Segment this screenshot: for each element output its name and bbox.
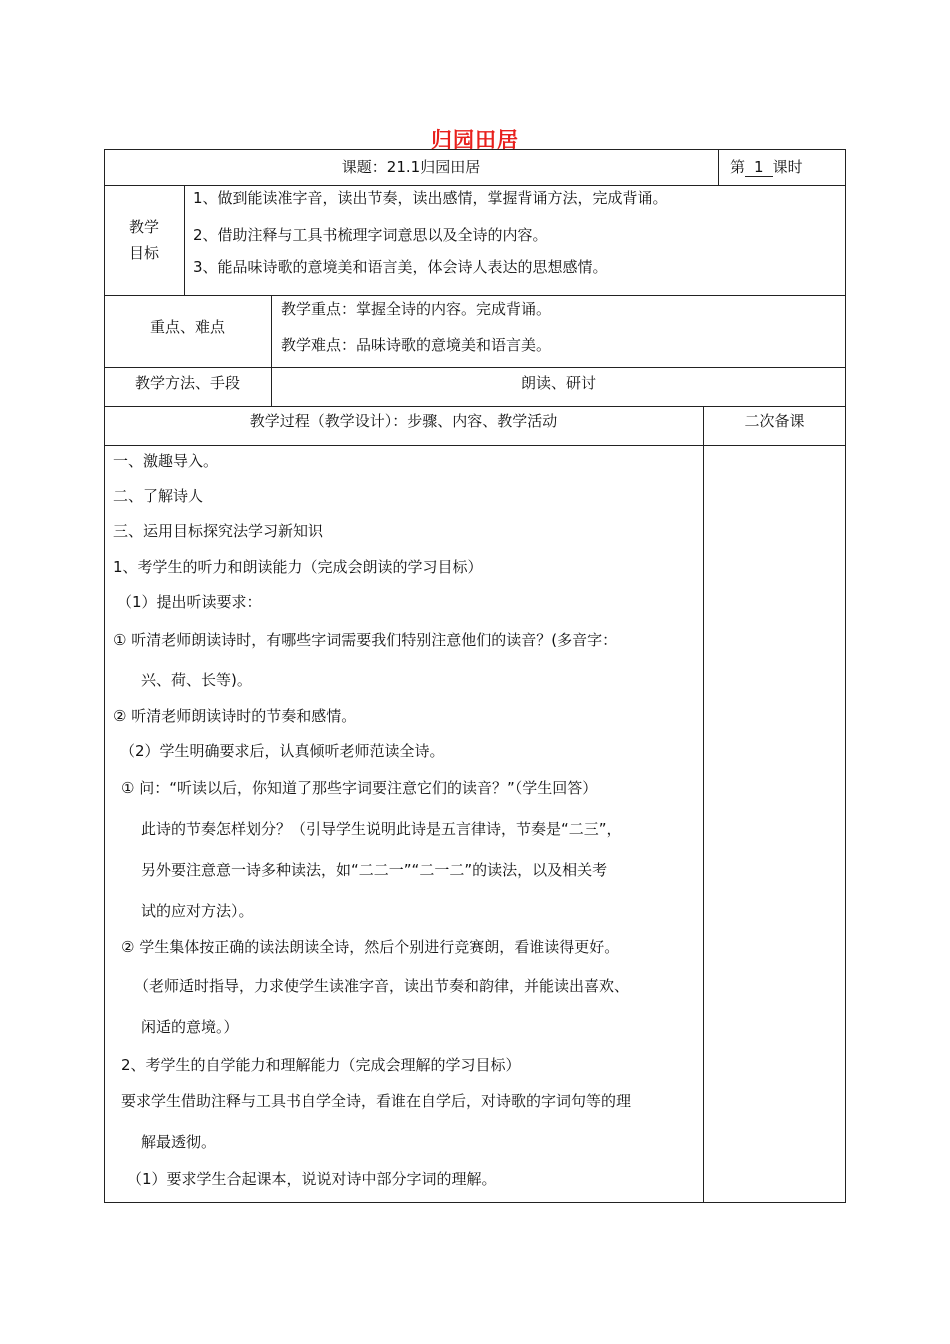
lesson-prefix: 第 — [730, 158, 746, 176]
lesson-number: 1 — [745, 158, 773, 177]
row-divider — [104, 367, 846, 368]
row-divider — [104, 295, 846, 296]
lesson-suffix: 课时 — [772, 158, 803, 176]
difficult-point: 教学难点：品味诗歌的意境美和语言美。 — [281, 336, 552, 354]
process-line: 要求学生借助注释与工具书自学全诗，看谁在自学后，对诗歌的字词句等的理 — [121, 1092, 632, 1110]
process-line: 另外要注意意一诗多种读法，如“二二一”“二一二”的读法，以及相关考 — [141, 861, 608, 879]
column-divider — [718, 149, 719, 185]
process-line: （老师适时指导，力求使学生读准字音，读出节奏和韵律，并能读出喜欢、 — [134, 977, 630, 995]
column-divider — [184, 185, 185, 295]
process-line: 兴、荷、长等)。 — [141, 671, 252, 689]
objective-item: 1、做到能读准字音，读出节奏，读出感情，掌握背诵方法，完成背诵。 — [193, 189, 668, 207]
row-divider — [104, 406, 846, 407]
process-line: ① 问：“听读以后，你知道了那些字词要注意它们的读音？”（学生回答） — [121, 779, 598, 797]
objectives-label-line2: 目标 — [128, 244, 159, 262]
objective-item: 3、能品味诗歌的意境美和语言美，体会诗人表达的思想感情。 — [193, 258, 608, 276]
process-line: 此诗的节奏怎样划分？（引导学生说明此诗是五言律诗，节奏是“二三”， — [141, 820, 622, 838]
column-divider — [703, 406, 704, 1203]
process-line: ② 听清老师朗读诗时的节奏和感情。 — [113, 707, 357, 725]
process-line: 三、运用目标探究法学习新知识 — [113, 522, 324, 540]
objectives-label-line1: 教学 — [128, 218, 159, 236]
process-line: 1、考学生的听力和朗读能力（完成会朗读的学习目标） — [113, 558, 483, 576]
process-header: 教学过程（教学设计）：步骤、内容、教学活动 — [249, 412, 558, 430]
method-label: 教学方法、手段 — [134, 374, 240, 392]
key-point: 教学重点：掌握全诗的内容。完成背诵。 — [281, 300, 552, 318]
topic-cell: 课题：21.1归园田居 — [341, 158, 481, 176]
second-prep-header: 二次备课 — [744, 412, 805, 430]
process-line: （1）提出听读要求： — [117, 593, 262, 611]
objective-item: 2、借助注释与工具书梳理字词意思以及全诗的内容。 — [193, 226, 548, 244]
row-divider — [104, 445, 846, 446]
process-line: （1）要求学生合起课本，说说对诗中部分字词的理解。 — [127, 1170, 497, 1188]
process-line: 二、了解诗人 — [113, 487, 204, 505]
method-value: 朗读、研讨 — [520, 374, 596, 392]
process-line: （2）学生明确要求后，认真倾听老师范读全诗。 — [120, 742, 445, 760]
process-line: 一、激趣导入。 — [113, 452, 219, 470]
document-title: 归园田居 — [431, 128, 519, 152]
lesson-count-cell — [730, 158, 803, 177]
focus-label: 重点、难点 — [149, 318, 225, 336]
row-divider — [104, 185, 846, 186]
process-line: ① 听清老师朗读诗时，有哪些字词需要我们特别注意他们的读音？(多音字： — [113, 631, 618, 649]
process-line: 闲适的意境。） — [141, 1018, 239, 1036]
process-line: 解最透彻。 — [141, 1133, 217, 1151]
process-line: 2、考学生的自学能力和理解能力（完成会理解的学习目标） — [121, 1056, 521, 1074]
process-line: 试的应对方法）。 — [141, 902, 254, 920]
process-line: ② 学生集体按正确的读法朗读全诗，然后个别进行竞赛朗，看谁读得更好。 — [121, 938, 620, 956]
